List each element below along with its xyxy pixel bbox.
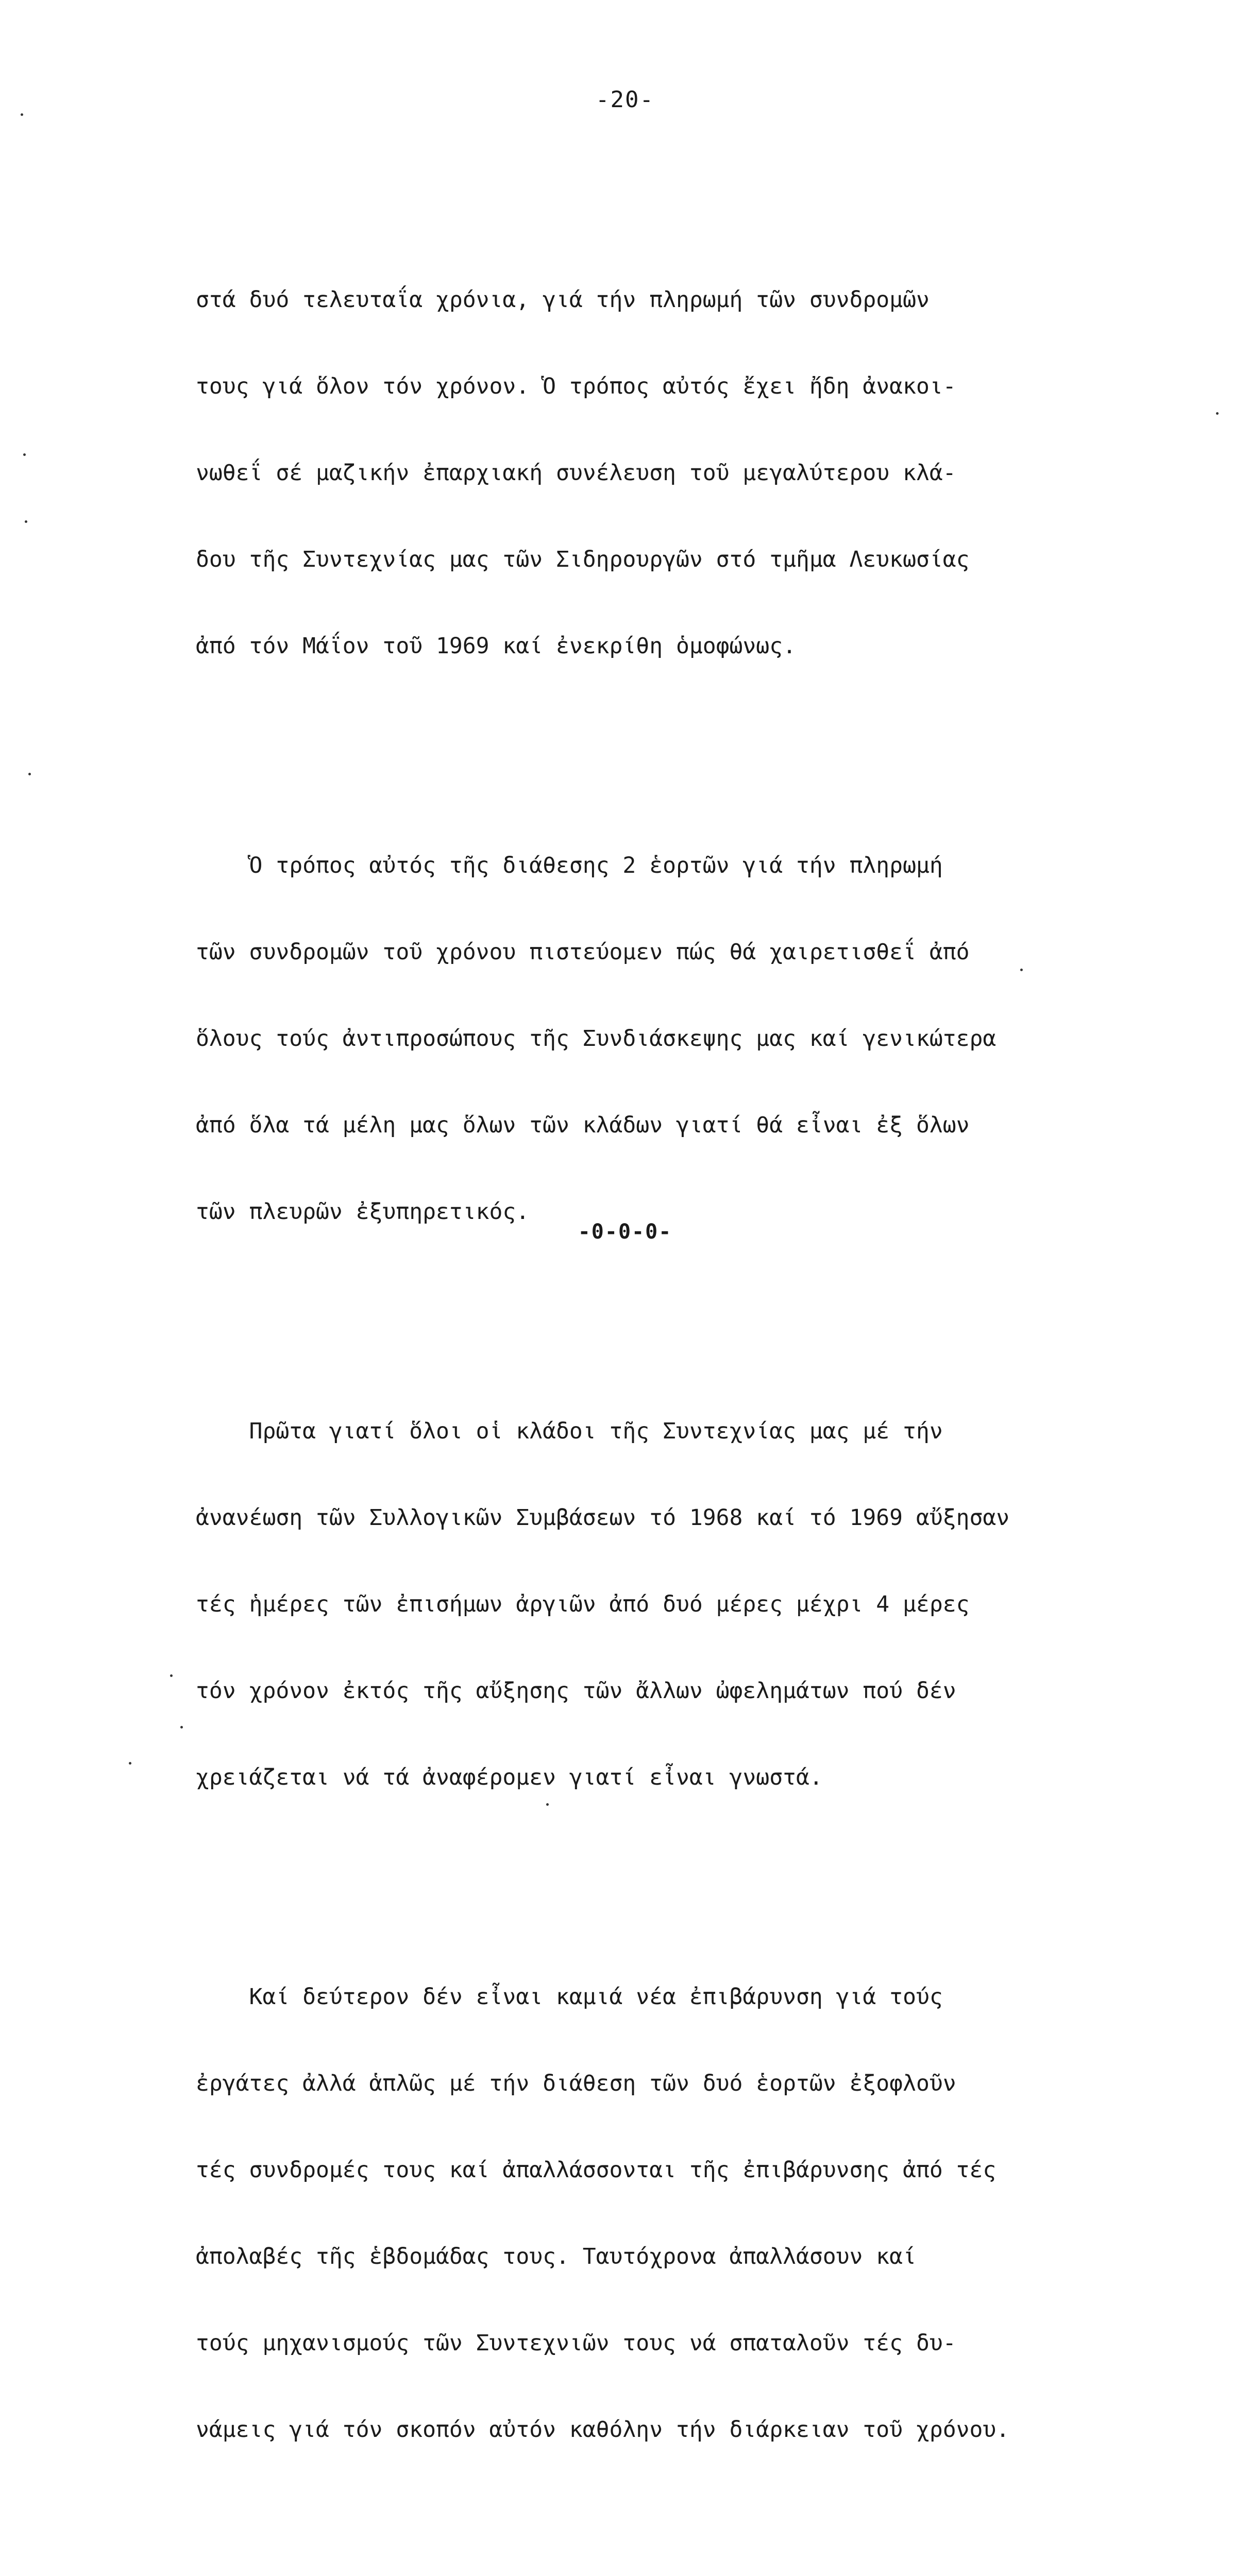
end-mark: -0-0-0- bbox=[578, 1220, 672, 1244]
text-line: τές ἡμέρες τῶν ἐπισήμων ἀργιῶν ἀπό δυό μέρες μέχρι 4 μέρες bbox=[196, 1591, 970, 1617]
text-line: τους γιά ὅλον τόν χρόνον. Ὁ τρόπος αὐτός ἔχει ἤδη ἀνακοι- bbox=[196, 374, 956, 399]
scan-speck bbox=[21, 113, 23, 116]
text-line: ἀπό ὅλα τά μέλη μας ὅλων τῶν κλάδων γιατί θά εἶναι ἐξ ὅλων bbox=[196, 1112, 970, 1138]
scan-speck bbox=[180, 1726, 183, 1728]
paragraph-3 bbox=[196, 1359, 1175, 1850]
text-line: τόν χρόνον ἐκτός τῆς αὔξησης τῶν ἄλλων ὠφελημάτων πού δέν bbox=[196, 1678, 956, 1704]
scan-speck bbox=[129, 1762, 131, 1765]
text-line: τῶν πλευρῶν ἐξυπηρετικός. bbox=[196, 1199, 530, 1225]
scan-speck bbox=[1020, 969, 1023, 971]
page-number: -20- bbox=[596, 87, 654, 113]
scan-speck bbox=[28, 773, 31, 775]
scan-speck bbox=[23, 453, 26, 456]
document-body bbox=[196, 170, 1175, 2576]
text-line: νωθεΐ σέ μαζικήν ἐπαρχιακή συνέλευση τοῦ μεγαλύτερου κλά- bbox=[196, 460, 956, 486]
paragraph-1 bbox=[196, 228, 1175, 718]
text-line: τές συνδρομές τους καί ἀπαλλάσσονται τῆς ἐπιβάρυνσης ἀπό τές bbox=[196, 2157, 996, 2183]
text-line: δου τῆς Συντεχνίας μας τῶν Σιδηρουργῶν στό τμῆμα Λευκωσίας bbox=[196, 547, 970, 572]
paragraph-4 bbox=[196, 1925, 1175, 2502]
text-line: στά δυό τελευταΐα χρόνια, γιά τήν πληρωμή τῶν συνδρομῶν bbox=[196, 287, 930, 313]
text-line: ἐργάτες ἀλλά ἁπλῶς μέ τήν διάθεση τῶν δυό ἑορτῶν ἐξοφλοῦν bbox=[196, 2071, 956, 2096]
scan-speck bbox=[25, 520, 27, 523]
text-line: ἀνανέωση τῶν Συλλογικῶν Συμβάσεων τό 1968 καί τό 1969 αὔξησαν bbox=[196, 1505, 1010, 1531]
scan-speck bbox=[546, 1803, 549, 1806]
text-line: ὅλους τούς ἀντιπροσώπους τῆς Συνδιάσκεψης μας καί γενικώτερα bbox=[196, 1026, 996, 1052]
text-line: νάμεις γιά τόν σκοπόν αὐτόν καθόλην τήν διάρκειαν τοῦ χρόνου. bbox=[196, 2417, 1010, 2443]
text-line: χρειάζεται νά τά ἀναφέρομεν γιατί εἶναι γνωστά. bbox=[196, 1765, 823, 1790]
scan-speck bbox=[170, 1674, 173, 1677]
text-line: ἀπό τόν Μάΐον τοῦ 1969 καί ἐνεκρίθη ὁμοφώνως. bbox=[196, 633, 796, 659]
text-line: τούς μηχανισμούς τῶν Συντεχνιῶν τους νά σπαταλοῦν τές δυ- bbox=[196, 2330, 956, 2356]
text-line: τῶν συνδρομῶν τοῦ χρόνου πιστεύομεν πώς θά χαιρετισθεΐ ἀπό bbox=[196, 939, 970, 965]
text-line: Ὁ τρόπος αὐτός τῆς διάθεσης 2 ἑορτῶν γιά τήν πληρωμή bbox=[196, 853, 943, 878]
scan-speck bbox=[1216, 412, 1219, 415]
text-line: Καί δεύτερον δέν εἶναι καμιά νέα ἐπιβάρυνση γιά τούς bbox=[196, 1984, 943, 2010]
paragraph-2 bbox=[196, 793, 1175, 1284]
text-line: Πρῶτα γιατί ὅλοι οἱ κλάδοι τῆς Συντεχνίας μας μέ τήν bbox=[196, 1418, 943, 1444]
text-line: ἀπολαβές τῆς ἑβδομάδας τους. Ταυτόχρονα ἀπαλλάσουν καί bbox=[196, 2244, 916, 2269]
